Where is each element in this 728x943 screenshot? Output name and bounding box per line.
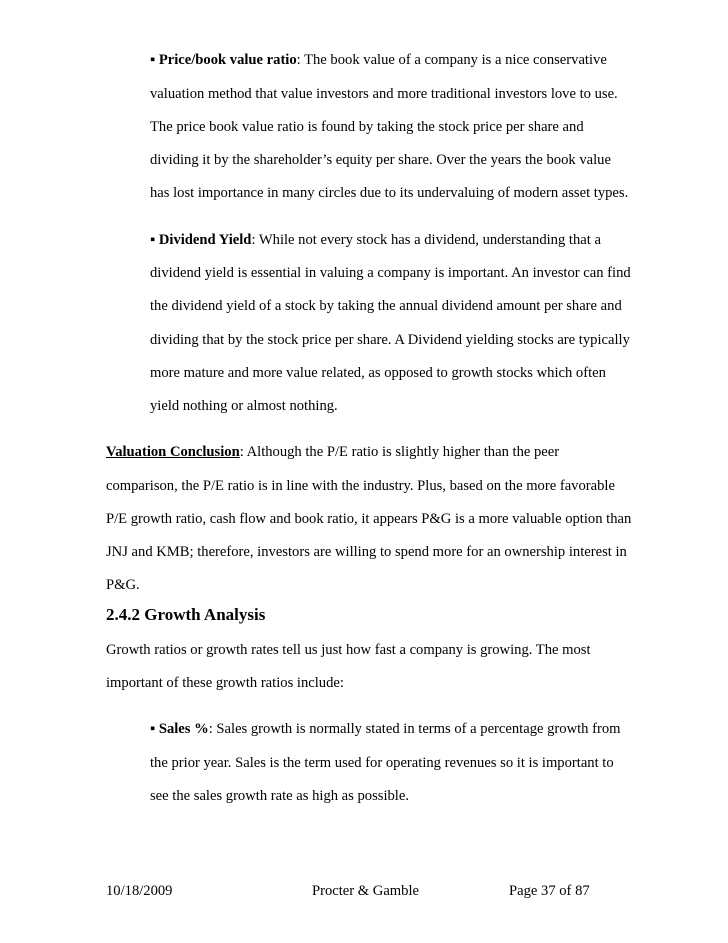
footer-page-number: Page 37 of 87 <box>509 883 590 899</box>
price-book-first-line <box>150 51 607 69</box>
dividend-line-4: more mature and more value related, as opposed to growth stocks which often <box>150 365 606 381</box>
sales-line-2: see the sales growth rate as high as possible. <box>150 788 409 804</box>
dividend-line-5: yield nothing or almost nothing. <box>150 398 338 414</box>
sales-line-0: : Sales growth is normally stated in terms of a percentage growth from <box>208 721 621 737</box>
valuation-conclusion-line-1: comparison, the P/E ratio is in line with the industry. Plus, based on the more favorable <box>106 478 615 494</box>
footer-company: Procter & Gamble <box>312 883 419 899</box>
price-book-line-0: : The book value of a company is a nice conservative <box>296 52 607 68</box>
bullet: ▪ <box>150 232 156 248</box>
dividend-first-line <box>150 231 601 249</box>
price-book-line-2: The price book value ratio is found by taking the stock price per share and <box>150 119 584 135</box>
price-book-line-4: has lost importance in many circles due to its undervaluing of modern asset types. <box>150 185 629 201</box>
valuation-conclusion-line-4: P&G. <box>106 577 140 593</box>
growth-intro-line-1: important of these growth ratios include: <box>106 675 344 691</box>
growth-intro-line-0: Growth ratios or growth rates tell us just how fast a company is growing. The most <box>106 642 591 658</box>
price-book-term: Price/book value ratio <box>158 52 297 68</box>
bullet: ▪ <box>150 721 156 737</box>
dividend-line-3: dividing that by the stock price per share. A Dividend yielding stocks are typically <box>150 332 630 348</box>
valuation-conclusion-line-3: JNJ and KMB; therefore, investors are willing to spend more for an ownership interest in <box>106 544 627 560</box>
valuation-conclusion-first-line <box>106 443 559 461</box>
valuation-conclusion-line-0: : Although the P/E ratio is slightly higher than the peer <box>239 444 560 460</box>
dividend-term: Dividend Yield <box>158 232 252 248</box>
footer-date: 10/18/2009 <box>106 883 173 899</box>
price-book-line-3: dividing it by the shareholder’s equity per share. Over the years the book value <box>150 152 611 168</box>
dividend-line-2: the dividend yield of a stock by taking the annual dividend amount per share and <box>150 298 622 314</box>
dividend-line-1: dividend yield is essential in valuing a company is important. An investor can find <box>150 265 631 281</box>
valuation-conclusion-term: Valuation Conclusion <box>106 444 240 460</box>
section-heading: 2.4.2 Growth Analysis <box>106 605 266 624</box>
dividend-line-0: : While not every stock has a dividend, understanding that a <box>251 232 601 248</box>
bullet: ▪ <box>150 52 156 68</box>
valuation-conclusion-line-2: P/E growth ratio, cash flow and book ratio, it appears P&G is a more valuable option than <box>106 511 632 527</box>
sales-line-1: the prior year. Sales is the term used for operating revenues so it is important to <box>150 755 614 771</box>
sales-term: Sales % <box>158 721 209 737</box>
price-book-line-1: valuation method that value investors and more traditional investors love to use. <box>150 86 618 102</box>
sales-first-line <box>150 720 620 738</box>
